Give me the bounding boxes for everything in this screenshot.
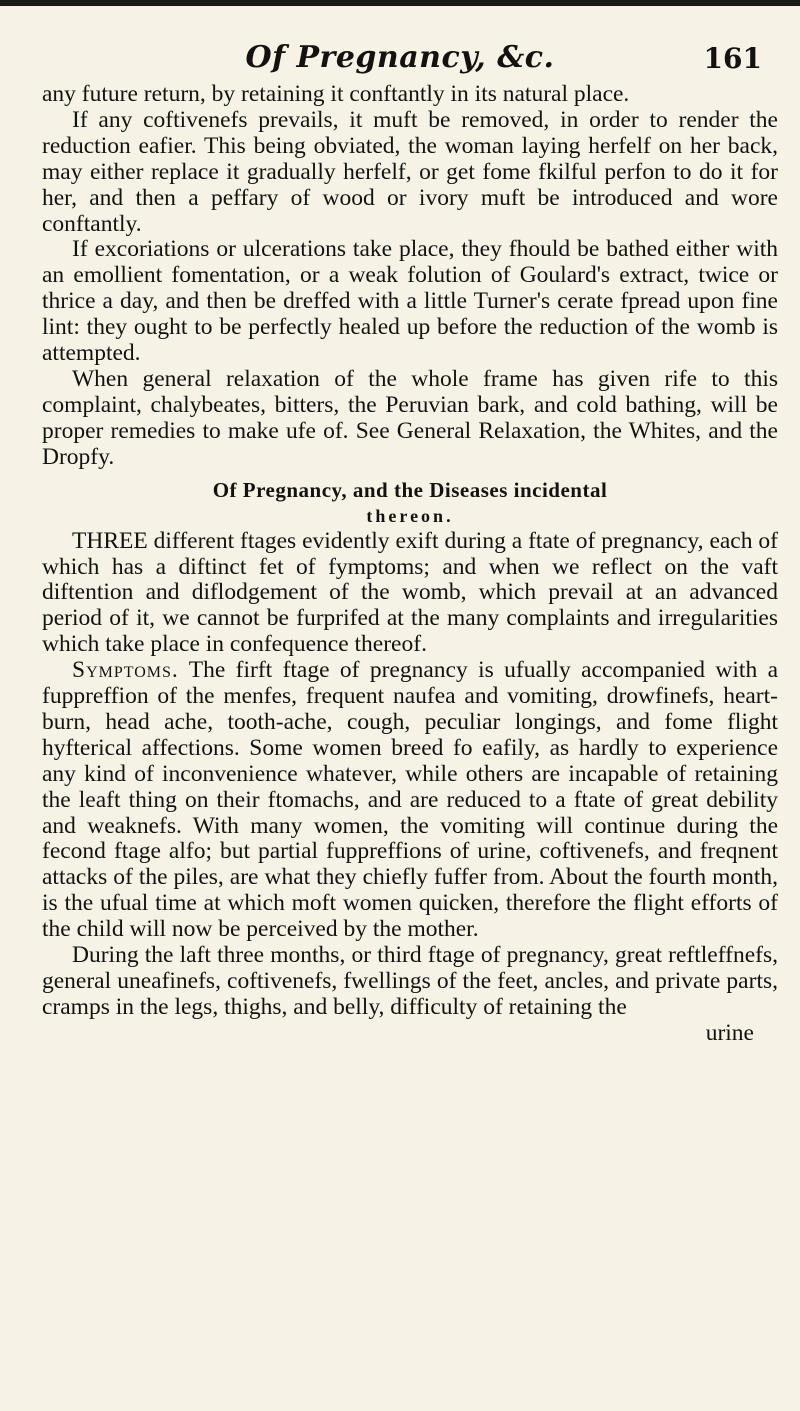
paragraph-relaxation: When general relaxation of the whole frame has given rife to this complaint, chalybeates, bitters, the Peruvian bark, and cold bathing, will be proper remedies to make ufe of. See General Relaxation, the Whites, and the Dropfy. xyxy=(42,365,778,470)
paragraph-costiveness: If any coftivenefs prevails, it muft be removed, in order to render the reduction eafier. This being obviated, the woman laying herfelf on her back, may either replace it gradually herfelf, or get fome fkilful perfon to do it for her, and then a peffary of wood or ivory muft be introduced and wore conftantly. xyxy=(42,106,778,237)
paragraph-three-stages: THREE different ftages evidently exift during a ftate of pregnancy, each of which has a diftinct fet of fymptoms; and when we reflect on the vaft diftention and diflodgement of the womb, which prevail at an advanced period of it, we cannot be furprifed at the many complaints and irregularities which take place in confequence thereof. xyxy=(42,527,778,658)
section-heading-line1: Of Pregnancy, and the Diseases incidental xyxy=(212,477,608,502)
top-border-rule xyxy=(0,0,800,6)
catchword: urine xyxy=(705,1019,754,1046)
paragraph-continuation: any future return, by retaining it conftantly in its natural place. xyxy=(42,81,630,107)
paragraph-excoriations: If excoriations or ulcerations take place, they fhould be bathed either with an emollient fomentation, or a weak folution of Goulard's extract, twice or thrice a day, and then be dreffed with a little Turner's cerate fpread upon fine lint: they ought to be perfectly healed up before the reduction of the womb is attempted. xyxy=(42,236,778,367)
section-heading-line2: thereon. xyxy=(366,505,454,526)
symptoms-text: The firft ftage of pregnancy is ufually accompanied with a fuppreffion of the menfes, frequent naufea and vomiting, drowfinefs, heart-burn, head ache, tooth-ache, cough, peculiar longings, and fome flight hyfterical affections. Some women breed fo eafily, as hardly to experience any kind of inconvenience whatever, while others are incapable of retaining the leaft thing on their ftomachs, and are reduced to a ftate of great debility and weaknefs. With many women, the vomiting will continue during the fecond ftage alfo; but partial fuppreffions of urine, coftivenefs, and freqnent attacks of the piles, are what they chiefly fuffer from. About the fourth month, is the ufual time at which moft women quicken, therefore the flight efforts of the child will now be perceived by the mother. xyxy=(42,657,778,943)
running-title: Of Pregnancy, &c. xyxy=(245,40,555,75)
page-number: 161 xyxy=(703,42,762,75)
section-heading xyxy=(42,477,778,529)
paragraph-symptoms xyxy=(42,658,778,943)
body-text xyxy=(42,82,778,1047)
running-head xyxy=(0,40,800,84)
paragraph-last-three-months: During the laft three months, or third ftage of pregnancy, great reftleffnefs, general uneafinefs, coftivenefs, fwellings of the feet, ancles, and private parts, cramps in the legs, thighs, and belly, difficulty of retaining the xyxy=(42,942,778,1020)
symptoms-label: Symptoms. xyxy=(72,657,179,684)
